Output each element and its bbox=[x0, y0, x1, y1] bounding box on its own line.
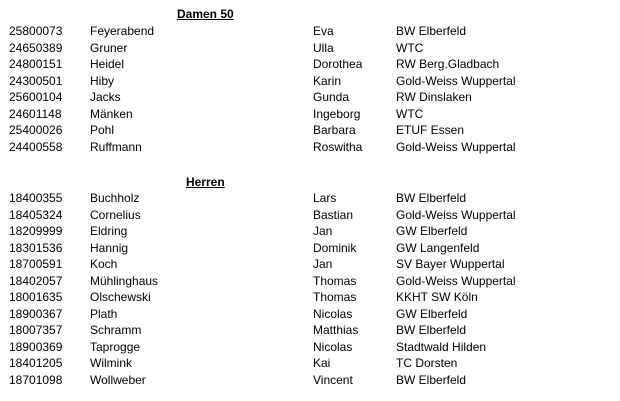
table-row bbox=[0, 123, 620, 140]
player-id: 25400026 bbox=[9, 123, 63, 137]
player-id: 18400355 bbox=[9, 191, 63, 205]
last-name: Hiby bbox=[90, 73, 115, 88]
last-name: Hannig bbox=[90, 240, 129, 255]
first-name: Vincent bbox=[313, 372, 353, 387]
section-title: Herren bbox=[186, 175, 225, 189]
first-name: Ingeborg bbox=[313, 106, 361, 121]
first-name: Jan bbox=[313, 224, 333, 238]
player-id: 24601148 bbox=[9, 106, 62, 121]
club: WTC bbox=[396, 106, 424, 121]
player-id: 25600104 bbox=[9, 90, 63, 104]
club: BW Elberfeld bbox=[396, 372, 467, 387]
first-name: Dominik bbox=[313, 240, 357, 255]
player-id: 18405324 bbox=[9, 207, 63, 222]
table-row bbox=[0, 57, 620, 74]
table-row bbox=[0, 373, 620, 390]
last-name: Plath bbox=[90, 306, 118, 321]
player-id: 18001635 bbox=[9, 290, 63, 304]
club: BW Elberfeld bbox=[396, 323, 467, 337]
player-id: 18402057 bbox=[9, 273, 63, 288]
last-name: Taprogge bbox=[90, 339, 141, 354]
table-row bbox=[0, 140, 620, 157]
first-name: Nicolas bbox=[313, 306, 353, 321]
last-name: Mühlinghaus bbox=[90, 273, 159, 288]
first-name: Thomas bbox=[313, 273, 357, 288]
table-row bbox=[0, 74, 620, 91]
last-name: Cornelius bbox=[90, 207, 141, 222]
last-name: Koch bbox=[90, 257, 118, 271]
club: GW Elberfeld bbox=[396, 306, 468, 321]
first-name: Bastian bbox=[313, 207, 354, 222]
player-id: 24800151 bbox=[9, 57, 63, 71]
player-id: 18700591 bbox=[9, 257, 63, 271]
player-id: 18701098 bbox=[9, 372, 63, 387]
first-name: Lars bbox=[313, 191, 337, 205]
last-name: Eldring bbox=[90, 224, 128, 238]
club: GW Langenfeld bbox=[396, 240, 480, 255]
table-row bbox=[0, 340, 620, 357]
last-name: Pohl bbox=[90, 123, 115, 137]
player-id: 18401205 bbox=[9, 356, 63, 370]
player-id: 18900367 bbox=[9, 306, 63, 321]
table-row bbox=[0, 90, 620, 107]
club: Gold-Weiss Wuppertal bbox=[396, 207, 516, 222]
table-row bbox=[0, 41, 620, 58]
club: Gold-Weiss Wuppertal bbox=[396, 273, 516, 288]
club: Stadtwald Hilden bbox=[396, 339, 487, 354]
first-name: Matthias bbox=[313, 323, 359, 337]
first-name: Roswitha bbox=[313, 139, 363, 154]
section-title: Damen 50 bbox=[177, 7, 234, 21]
player-id: 24650389 bbox=[9, 40, 63, 55]
club: RW Berg.Gladbach bbox=[396, 57, 500, 71]
table-row bbox=[0, 24, 620, 41]
first-name: Kai bbox=[313, 356, 331, 370]
table-row bbox=[0, 257, 620, 274]
table-row bbox=[0, 274, 620, 291]
last-name: Buchholz bbox=[90, 191, 140, 205]
table-row bbox=[0, 191, 620, 208]
last-name: Ruffmann bbox=[90, 139, 142, 154]
first-name: Nicolas bbox=[313, 339, 353, 354]
club: TC Dorsten bbox=[396, 356, 458, 370]
club: RW Dinslaken bbox=[396, 90, 472, 104]
first-name: Karin bbox=[313, 73, 342, 88]
table-row bbox=[0, 323, 620, 340]
club: GW Elberfeld bbox=[396, 224, 468, 238]
first-name: Eva bbox=[313, 24, 334, 38]
table-row bbox=[0, 356, 620, 373]
player-id: 18209999 bbox=[9, 224, 63, 238]
player-id: 18007357 bbox=[9, 323, 63, 337]
player-id: 18900369 bbox=[9, 339, 63, 354]
player-id: 18301536 bbox=[9, 240, 63, 255]
last-name: Schramm bbox=[90, 323, 142, 337]
club: Gold-Weiss Wuppertal bbox=[396, 139, 516, 154]
first-name: Jan bbox=[313, 257, 333, 271]
table-row bbox=[0, 241, 620, 258]
last-name: Gruner bbox=[90, 40, 128, 55]
club: SV Bayer Wuppertal bbox=[396, 257, 505, 271]
table-row bbox=[0, 208, 620, 225]
table-row bbox=[0, 107, 620, 124]
table-row bbox=[0, 290, 620, 307]
first-name: Dorothea bbox=[313, 57, 363, 71]
last-name: Olschewski bbox=[90, 290, 151, 304]
last-name: Jacks bbox=[90, 90, 121, 104]
first-name: Ulla bbox=[313, 40, 334, 55]
last-name: Feyerabend bbox=[90, 24, 155, 38]
last-name: Wilmink bbox=[90, 356, 132, 370]
player-id: 24400558 bbox=[9, 139, 63, 154]
club: ETUF Essen bbox=[396, 123, 465, 137]
first-name: Thomas bbox=[313, 290, 357, 304]
first-name: Barbara bbox=[313, 123, 356, 137]
last-name: Heidel bbox=[90, 57, 125, 71]
club: WTC bbox=[396, 40, 424, 55]
club: KKHT SW Köln bbox=[396, 290, 478, 304]
club: BW Elberfeld bbox=[396, 191, 467, 205]
club: Gold-Weiss Wuppertal bbox=[396, 73, 516, 88]
club: BW Elberfeld bbox=[396, 24, 467, 38]
table-row bbox=[0, 307, 620, 324]
player-id: 25800073 bbox=[9, 24, 63, 38]
last-name: Wollweber bbox=[90, 372, 146, 387]
last-name: Mänken bbox=[90, 106, 133, 121]
table-row bbox=[0, 224, 620, 241]
player-id: 24300501 bbox=[9, 73, 63, 88]
first-name: Gunda bbox=[313, 90, 350, 104]
